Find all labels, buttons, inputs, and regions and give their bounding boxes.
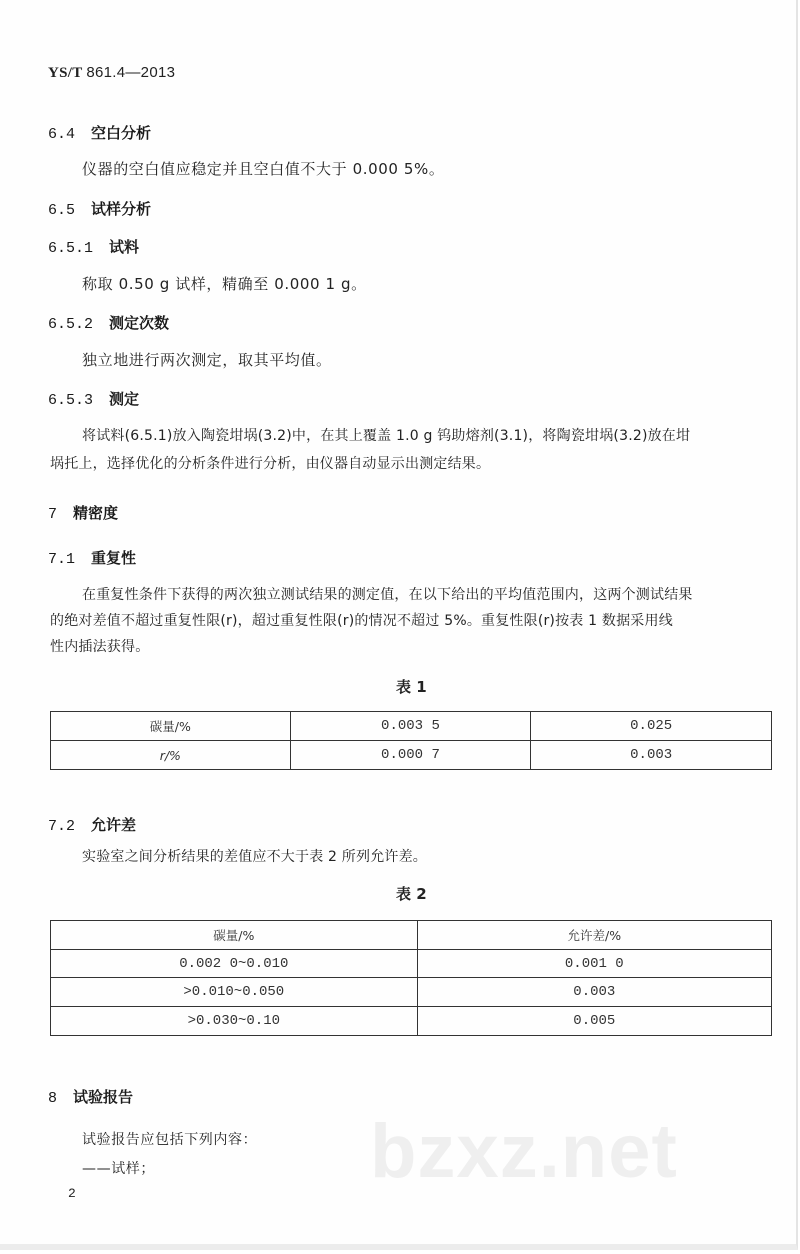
table-cell: 0.025 (531, 712, 772, 741)
table-cell: 0.000 7 (290, 741, 531, 770)
table-header-cell: 碳量/% (51, 921, 418, 950)
paragraph-7-1-line3: 性内插法获得。 (50, 639, 150, 655)
table-cell: 0.002 0~0.010 (51, 950, 418, 978)
paragraph-7-1-line1: 在重复性条件下获得的两次独立测试结果的测定值，在以下给出的平均值范围内，这两个测试结果 (82, 587, 693, 603)
standard-code (48, 64, 175, 82)
table-row (51, 978, 772, 1007)
standard-prefix: YS/T (48, 65, 83, 81)
paragraph-6-5-3-line2: 埚托上，选择优化的分析条件进行分析，由仪器自动显示出测定结果。 (50, 456, 491, 472)
table-cell: 0.003 (531, 741, 772, 770)
paragraph-6-4: 仪器的空白值应稳定并且空白值不大于 0.000 5%。 (82, 160, 445, 178)
table-1-caption: 表 1 (396, 678, 427, 696)
table-cell: 碳量/% (51, 712, 291, 741)
table-row (51, 950, 772, 978)
section-heading-6-5-2: 6.5.2 测定次数 (48, 314, 170, 333)
page-number: 2 (68, 1186, 76, 1201)
standard-number: 861.4—2013 (86, 64, 176, 81)
paragraph-7-2: 实验室之间分析结果的差值应不大于表 2 所列允许差。 (82, 849, 428, 865)
table-cell: 0.003 (417, 978, 771, 1007)
table-row (51, 712, 772, 741)
table-row (51, 741, 772, 770)
table-cell: 0.005 (417, 1007, 771, 1036)
table-header-cell: 允许差/% (417, 921, 771, 950)
section-heading-7-1: 7.1 重复性 (48, 549, 137, 568)
section-heading-6-4: 6.4 空白分析 (48, 124, 152, 143)
table-cell: >0.010~0.050 (51, 978, 418, 1007)
table-cell: 0.003 5 (290, 712, 531, 741)
paragraph-6-5-1: 称取 0.50 g 试样，精确至 0.000 1 g。 (82, 275, 367, 293)
section-heading-7-2: 7.2 允许差 (48, 816, 137, 835)
section-heading-6-5: 6.5 试样分析 (48, 200, 152, 219)
table-cell: 0.001 0 (417, 950, 771, 978)
paragraph-7-1-line2: 的绝对差值不超过重复性限(r)，超过重复性限(r)的情况不超过 5%。重复性限(r)按表 1 数据采用线 (50, 613, 673, 629)
table-row (51, 1007, 772, 1036)
table-2-caption: 表 2 (396, 885, 427, 903)
paragraph-6-5-3-line1: 将试料(6.5.1)放入陶瓷坩埚(3.2)中，在其上覆盖 1.0 g 钨助熔剂(3.1)，将陶瓷坩埚(3.2)放在坩 (82, 428, 691, 444)
table-1 (50, 711, 772, 770)
paragraph-8: 试验报告应包括下列内容： (82, 1132, 258, 1148)
section-heading-6-5-3: 6.5.3 测定 (48, 390, 140, 409)
list-item: ——试样； (82, 1161, 155, 1177)
watermark: bzxz.net (370, 1109, 678, 1194)
paragraph-6-5-2: 独立地进行两次测定，取其平均值。 (82, 351, 332, 369)
table-header-row (51, 921, 772, 950)
section-heading-6-5-1: 6.5.1 试料 (48, 238, 140, 257)
table-cell: >0.030~0.10 (51, 1007, 418, 1036)
section-heading-7: 7 精密度 (48, 504, 119, 523)
table-cell: r/% (51, 741, 291, 770)
table-2 (50, 920, 772, 1036)
section-heading-8: 8 试验报告 (48, 1088, 134, 1107)
